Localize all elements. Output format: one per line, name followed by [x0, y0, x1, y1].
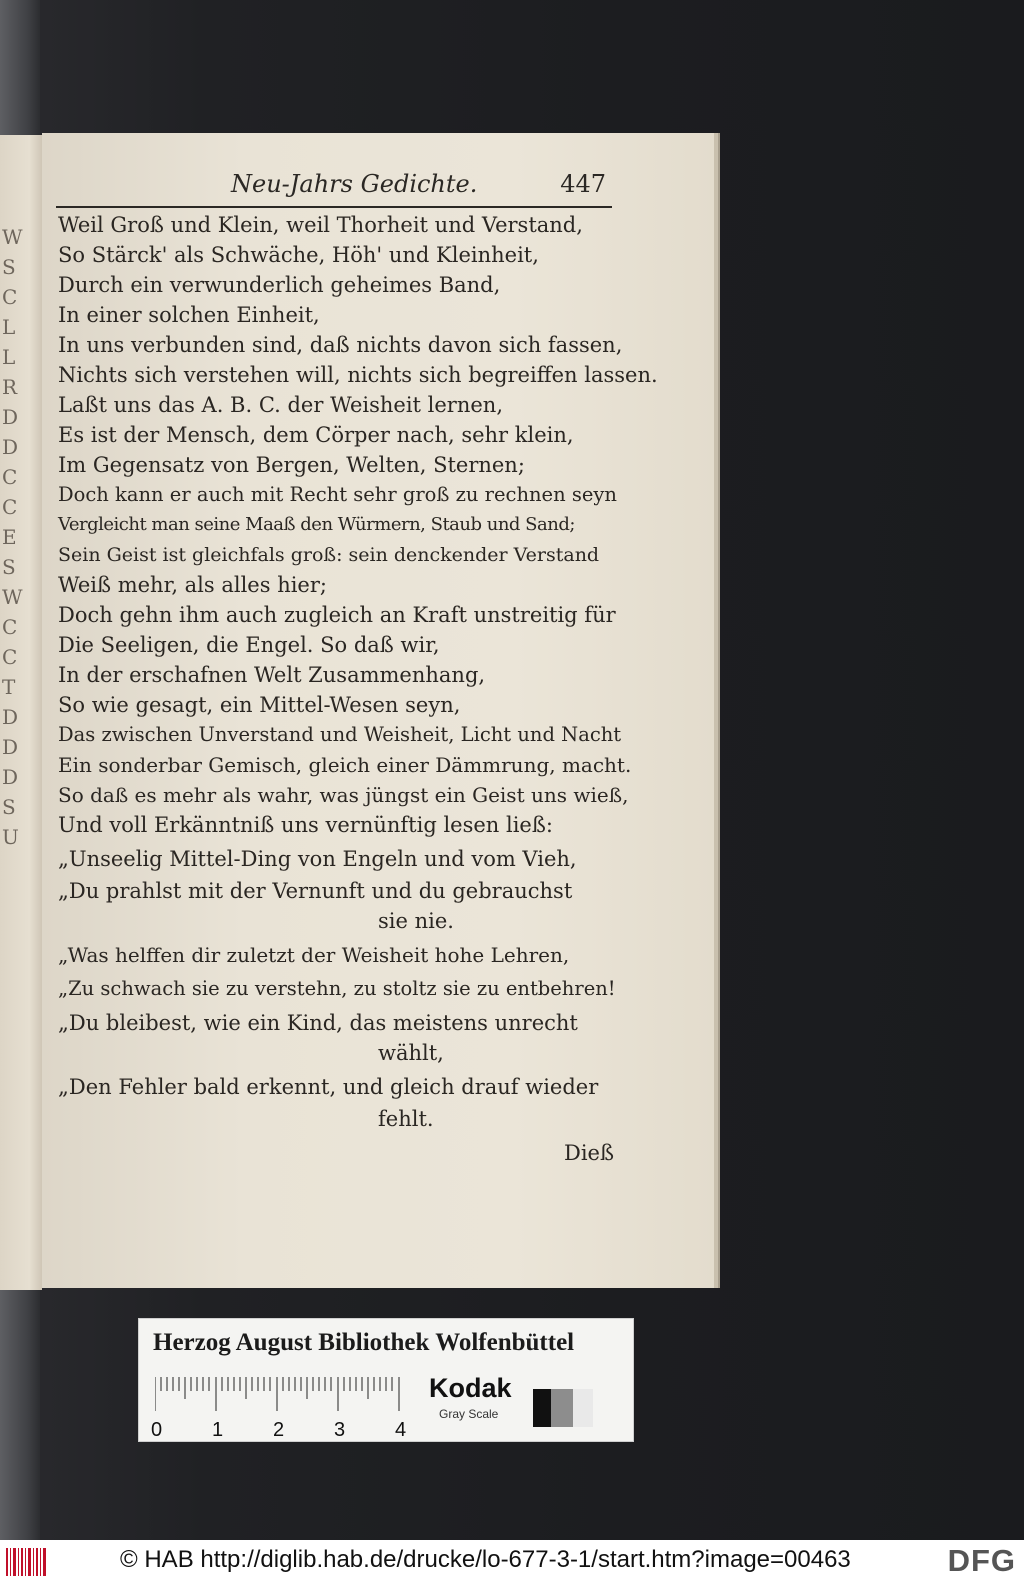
page-edge-fragment: T — [2, 675, 16, 699]
page-edge-fragment: S — [2, 795, 16, 819]
text-line: Doch gehn ihm auch zugleich an Kraft unstreitig für — [58, 603, 616, 627]
page-edge-fragment: C — [2, 465, 18, 489]
page-edge-fragment: L — [2, 315, 16, 339]
text-line: In uns verbunden sind, daß nichts davon sich fassen, — [58, 333, 623, 357]
page-edge-fragment: C — [2, 645, 18, 669]
catchword: Dieß — [563, 1141, 614, 1165]
text-line: Durch ein verwunderlich geheimes Band, — [58, 273, 501, 297]
page-edge-fragment: W — [2, 225, 23, 249]
ruler-number: 3 — [334, 1419, 346, 1441]
text-line: Ein sonderbar Gemisch, gleich einer Dämmrung, macht. — [58, 753, 632, 777]
previous-page-edge — [0, 135, 42, 1290]
page-edge-fragment: S — [2, 555, 16, 579]
text-line: Weiß mehr, als alles hier; — [58, 573, 327, 597]
page-edge-fragment: E — [2, 525, 17, 549]
text-line: „Zu schwach sie zu verstehn, zu stoltz sie zu entbehren! — [58, 977, 616, 1000]
gray-swatch-mid — [551, 1389, 573, 1427]
text-line: Sein Geist ist gleichfals groß: sein denckender Verstand — [58, 544, 600, 566]
text-line: Und voll Erkänntniß uns vernünftig lesen ließ: — [58, 813, 553, 837]
kodak-logo: Kodak — [429, 1373, 512, 1403]
text-line: So Stärck' als Schwäche, Höh' und Kleinheit, — [58, 243, 539, 267]
ruler-number: 4 — [395, 1419, 407, 1441]
text-line: „Unseelig Mittel-Ding von Engeln und vom Vieh, — [58, 847, 577, 871]
text-line: Das zwischen Unverstand und Weisheit, Licht und Nacht — [58, 723, 622, 746]
barcode-icon — [6, 1546, 48, 1578]
text-line: „Den Fehler bald erkennt, und gleich drauf wieder — [58, 1075, 599, 1099]
ruler-number: 1 — [212, 1419, 224, 1441]
page-header — [56, 170, 612, 208]
library-scale-label — [138, 1318, 634, 1442]
page-edge-fragment: D — [2, 765, 19, 789]
text-line-continuation: sie nie. — [378, 909, 454, 933]
ruler-ticks — [155, 1377, 407, 1413]
text-line: Doch kann er auch mit Recht sehr groß zu rechnen seyn — [58, 483, 617, 506]
page-edge-fragment: C — [2, 615, 18, 639]
page-edge-fragment: U — [2, 825, 19, 849]
page-edge-fragment: D — [2, 405, 19, 429]
text-line: Vergleicht man seine Maaß den Würmern, Staub und Sand; — [58, 514, 575, 535]
text-line: „Du bleibest, wie ein Kind, das meistens unrecht — [58, 1011, 578, 1035]
text-line: So daß es mehr als wahr, was jüngst ein Geist uns wieß, — [58, 783, 629, 807]
running-title: Neu-Jahrs Gedichte. — [231, 170, 478, 198]
gray-scale-caption: Gray Scale — [439, 1407, 499, 1421]
page-edge-fragment: D — [2, 735, 19, 759]
text-line: In der erschafnen Welt Zusammenhang, — [58, 663, 486, 687]
text-line-continuation: fehlt. — [378, 1107, 434, 1131]
text-line: „Du prahlst mit der Vernunft und du gebrauchst — [58, 879, 573, 903]
dfg-logo: DFG — [947, 1543, 1016, 1578]
page-edge-fragment: L — [2, 345, 16, 369]
text-line: Im Gegensatz von Bergen, Welten, Sternen; — [58, 453, 525, 477]
text-line: Laßt uns das A. B. C. der Weisheit lernen, — [58, 393, 503, 417]
copyright-url: © HAB http://diglib.hab.de/drucke/lo-677-3-1/start.htm?image=00463 — [120, 1546, 851, 1573]
gray-swatch-light — [573, 1389, 593, 1427]
measurement-ruler — [155, 1377, 407, 1413]
text-line: In einer solchen Einheit, — [58, 303, 320, 327]
page-edge-fragment: W — [2, 585, 23, 609]
library-name: Herzog August Bibliothek Wolfenbüttel — [153, 1329, 575, 1356]
text-line: Weil Groß und Klein, weil Thorheit und Verstand, — [58, 213, 583, 237]
ruler-number: 2 — [273, 1419, 285, 1441]
page-edge-fragment: D — [2, 435, 19, 459]
text-line: So wie gesagt, ein Mittel-Wesen seyn, — [58, 693, 461, 717]
text-line: Es ist der Mensch, dem Cörper nach, sehr klein, — [58, 423, 574, 447]
page-edge-fragment: S — [2, 255, 16, 279]
text-line: Nichts sich verstehen will, nichts sich begreiffen lassen. — [58, 363, 658, 387]
ruler-number: 0 — [151, 1419, 163, 1441]
footer-bar — [0, 1540, 1024, 1582]
gray-swatch-black — [533, 1389, 551, 1427]
text-line: „Was helffen dir zuletzt der Weisheit hohe Lehren, — [58, 943, 570, 967]
page-edge-fragment: D — [2, 705, 19, 729]
text-line: Die Seeligen, die Engel. So daß wir, — [58, 633, 440, 657]
text-line-continuation: wählt, — [378, 1041, 444, 1065]
page-edge-fragment: R — [2, 375, 18, 399]
page-edge-fragment: C — [2, 285, 18, 309]
page-number: 447 — [560, 170, 606, 198]
page-edge-fragment: C — [2, 495, 18, 519]
